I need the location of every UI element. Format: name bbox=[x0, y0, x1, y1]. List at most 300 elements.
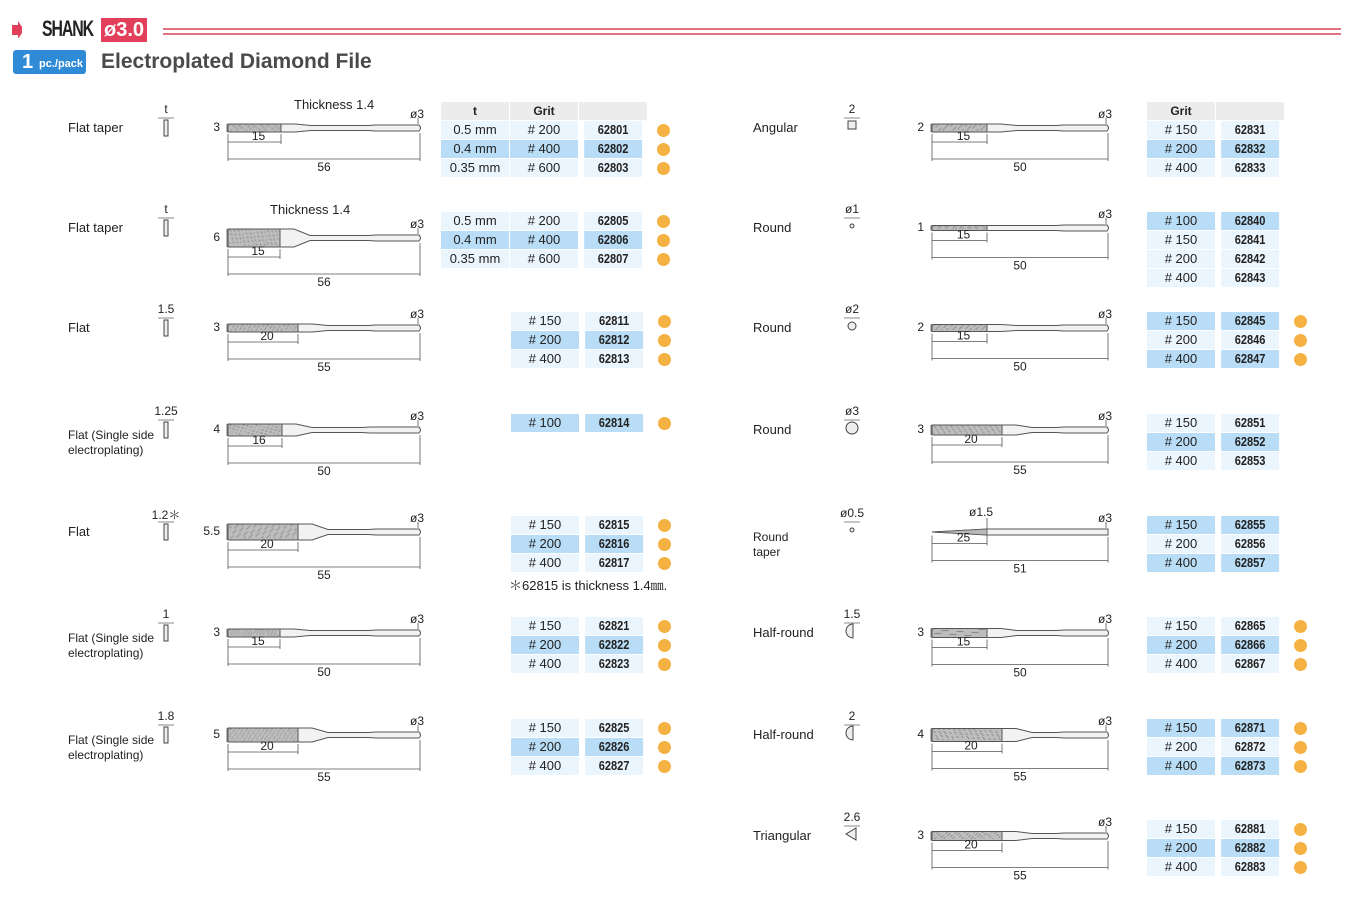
product-code: 62873 bbox=[1221, 757, 1280, 775]
coating-grain bbox=[938, 129, 939, 130]
product-code: 62803 bbox=[584, 159, 643, 177]
section-shape bbox=[164, 320, 168, 336]
coating-grain bbox=[277, 238, 278, 239]
table-row bbox=[1147, 331, 1285, 350]
coating-grain bbox=[251, 124, 252, 125]
coating-grain bbox=[230, 633, 231, 634]
coating-grain bbox=[259, 528, 260, 529]
coating-grain bbox=[262, 236, 263, 237]
coating-grain bbox=[244, 536, 245, 537]
coating-grain bbox=[937, 739, 938, 740]
tool-diagram bbox=[926, 402, 1116, 482]
coating-grain bbox=[248, 537, 249, 538]
grit-cell: # 400 bbox=[1147, 159, 1216, 177]
grit-cell: # 400 bbox=[510, 231, 579, 249]
coating-grain bbox=[264, 528, 265, 529]
coating-grain bbox=[976, 129, 977, 130]
coating-grain bbox=[288, 728, 289, 729]
coating-grain bbox=[247, 237, 248, 238]
header-rule bbox=[163, 28, 1341, 30]
coating-grain bbox=[998, 736, 999, 737]
coating-grain bbox=[940, 735, 941, 736]
coating-grain bbox=[265, 128, 266, 129]
coating-grain bbox=[996, 734, 997, 735]
coating-grain bbox=[967, 425, 968, 426]
section-symbol-label: ø3 bbox=[844, 404, 859, 418]
product-name: Flat (Single side bbox=[68, 631, 155, 645]
coating-grain bbox=[254, 735, 255, 736]
product-name: Flat (Single side bbox=[68, 428, 155, 442]
coating-grain bbox=[937, 430, 938, 431]
total-length: 55 bbox=[1013, 463, 1027, 477]
stock-dot-icon bbox=[1294, 658, 1307, 671]
coating-grain bbox=[936, 833, 937, 834]
coating-grain bbox=[953, 227, 954, 228]
stock-dot-icon bbox=[657, 143, 670, 156]
coating-grain bbox=[256, 231, 257, 232]
coating-grain bbox=[997, 735, 998, 736]
coating-grain bbox=[256, 328, 257, 329]
grit-cell: # 200 bbox=[511, 331, 580, 349]
coating-grain bbox=[273, 524, 274, 525]
coating-grain bbox=[946, 736, 947, 737]
coating-grain bbox=[248, 327, 249, 328]
coating-grain bbox=[949, 634, 950, 635]
coating-grain bbox=[236, 737, 237, 738]
coating-grain bbox=[935, 837, 936, 838]
shank-label: SHANK bbox=[42, 16, 93, 41]
tool-body bbox=[1002, 425, 1109, 435]
table-row bbox=[1147, 617, 1285, 636]
product-code: 62812 bbox=[585, 331, 644, 349]
coating-grain bbox=[245, 229, 246, 230]
table-row bbox=[1147, 140, 1285, 159]
coating-grain bbox=[258, 239, 259, 240]
product-code: 62852 bbox=[1221, 433, 1280, 451]
coating-grain bbox=[954, 327, 955, 328]
coating-grain bbox=[975, 226, 976, 227]
coating-grain bbox=[294, 737, 295, 738]
total-length: 56 bbox=[317, 275, 331, 289]
coating-grain bbox=[249, 326, 250, 327]
table-row bbox=[1147, 757, 1285, 776]
grit-cell: # 100 bbox=[1147, 212, 1216, 230]
coating-grain bbox=[243, 424, 244, 425]
stock-dot-icon bbox=[1294, 620, 1307, 633]
coating-grain bbox=[282, 531, 283, 532]
coating-grain bbox=[240, 127, 241, 128]
coating-grain bbox=[273, 124, 274, 125]
tool-diagram bbox=[222, 100, 428, 180]
table-row bbox=[1147, 350, 1285, 369]
coating-grain bbox=[243, 537, 244, 538]
coating-grain bbox=[265, 527, 266, 528]
coating-grain bbox=[951, 736, 952, 737]
table-row bbox=[1147, 433, 1285, 452]
shank-diameter: ø3 bbox=[1097, 207, 1113, 221]
stock-dot-icon bbox=[1294, 760, 1307, 773]
table-row bbox=[511, 554, 649, 573]
coating-grain bbox=[939, 227, 940, 228]
coating-grain bbox=[249, 128, 250, 129]
grit-cell: # 150 bbox=[511, 617, 580, 635]
coating-grain bbox=[286, 737, 287, 738]
section-symbol-label: 1.8 bbox=[157, 709, 175, 723]
tool-body bbox=[298, 524, 421, 540]
thickness-cell: 0.4 mm bbox=[441, 140, 510, 158]
coating-grain bbox=[258, 529, 259, 530]
table-row bbox=[1147, 250, 1285, 269]
coating-grain bbox=[240, 238, 241, 239]
coating-grain bbox=[955, 432, 956, 433]
coating-grain bbox=[257, 631, 258, 632]
product-code: 62855 bbox=[1221, 516, 1280, 534]
grit-cell: # 200 bbox=[1147, 738, 1216, 756]
coating-grain bbox=[247, 733, 248, 734]
coating-grain bbox=[935, 735, 936, 736]
coating-grain bbox=[959, 836, 960, 837]
coating-grain bbox=[939, 732, 940, 733]
coating-grain bbox=[263, 240, 264, 241]
section-shape bbox=[846, 828, 856, 840]
coating-grain bbox=[256, 424, 257, 425]
cross-section-icon bbox=[156, 418, 176, 440]
spec-table bbox=[441, 102, 648, 178]
coating-grain bbox=[957, 834, 958, 835]
coating-grain bbox=[229, 629, 230, 630]
coating-grain bbox=[236, 238, 237, 239]
coating-grain bbox=[962, 325, 963, 326]
coating-grain bbox=[266, 736, 267, 737]
coating-grain bbox=[945, 733, 946, 734]
product-code: 62853 bbox=[1221, 452, 1280, 470]
coating-grain bbox=[936, 738, 937, 739]
coating-grain bbox=[974, 427, 975, 428]
coating-grain bbox=[269, 534, 270, 535]
coating-grain bbox=[941, 428, 942, 429]
table-row bbox=[511, 350, 649, 369]
coating-grain bbox=[283, 527, 284, 528]
coating-grain bbox=[239, 733, 240, 734]
stock-dot-icon bbox=[657, 215, 670, 228]
coating-grain bbox=[275, 243, 276, 244]
coating-grain bbox=[246, 129, 247, 130]
coating-grain bbox=[956, 631, 957, 632]
coating-grain bbox=[939, 425, 940, 426]
product-code: 62856 bbox=[1221, 535, 1280, 553]
coating-grain bbox=[960, 431, 961, 432]
table-row bbox=[511, 738, 649, 757]
total-length: 50 bbox=[317, 665, 331, 679]
coating-grain bbox=[229, 524, 230, 525]
coating-grain bbox=[279, 735, 280, 736]
product-code: 62815 bbox=[585, 516, 644, 534]
coating-grain bbox=[955, 832, 956, 833]
grit-cell: # 150 bbox=[1147, 617, 1216, 635]
cross-section-icon bbox=[842, 621, 862, 643]
tool-diagram bbox=[222, 605, 428, 685]
coating-grain bbox=[983, 126, 984, 127]
coating-grain bbox=[976, 328, 977, 329]
coating-grain bbox=[991, 734, 992, 735]
spec-table bbox=[511, 414, 649, 433]
stock-dot-icon bbox=[658, 557, 671, 570]
table-row bbox=[1147, 452, 1285, 471]
coating-grain bbox=[261, 232, 262, 233]
coating-grain bbox=[261, 235, 262, 236]
shank-diameter: ø3 bbox=[409, 511, 425, 525]
tool-body bbox=[1002, 832, 1109, 841]
coating-grain bbox=[266, 526, 267, 527]
coating-grain bbox=[249, 525, 250, 526]
coating-grain bbox=[945, 833, 946, 834]
coating-grain bbox=[273, 634, 274, 635]
stock-dot-icon bbox=[658, 417, 671, 430]
coating-grain bbox=[293, 533, 294, 534]
coating-grain bbox=[235, 234, 236, 235]
coating-grain bbox=[258, 729, 259, 730]
coating-grain bbox=[990, 426, 991, 427]
product-code: 62801 bbox=[584, 121, 643, 139]
coating-grain bbox=[248, 632, 249, 633]
coating-grain bbox=[275, 630, 276, 631]
coating-grain bbox=[292, 537, 293, 538]
coating-grain bbox=[945, 735, 946, 736]
product-code: 62806 bbox=[584, 231, 643, 249]
coating-grain bbox=[276, 234, 277, 235]
stock-dot-icon bbox=[658, 353, 671, 366]
coating-grain bbox=[945, 325, 946, 326]
coating-grain bbox=[276, 125, 277, 126]
coating-grain bbox=[993, 738, 994, 739]
coating-grain bbox=[241, 729, 242, 730]
section-shape bbox=[164, 524, 168, 540]
coating-grain bbox=[973, 126, 974, 127]
coating-grain bbox=[238, 233, 239, 234]
coating-grain bbox=[981, 128, 982, 129]
cross-section-icon bbox=[842, 216, 862, 238]
tip-length: 20 bbox=[260, 739, 274, 753]
product-code: 62866 bbox=[1221, 636, 1280, 654]
coating-grain bbox=[938, 326, 939, 327]
coating-grain bbox=[241, 325, 242, 326]
coating-grain bbox=[243, 630, 244, 631]
coating-grain bbox=[243, 739, 244, 740]
coating-grain bbox=[235, 526, 236, 527]
coating-grain bbox=[242, 632, 243, 633]
coating-grain bbox=[236, 429, 237, 430]
pack-unit: pc./pack bbox=[39, 58, 84, 70]
coating-grain bbox=[266, 125, 267, 126]
coating-grain bbox=[278, 326, 279, 327]
tip-width: 2 bbox=[917, 320, 924, 334]
grit-cell: # 150 bbox=[511, 719, 580, 737]
coating-grain bbox=[257, 326, 258, 327]
tool-body bbox=[281, 124, 421, 132]
coating-grain bbox=[260, 732, 261, 733]
grit-cell: # 150 bbox=[511, 312, 580, 330]
coating-grain bbox=[254, 325, 255, 326]
coating-grain bbox=[243, 128, 244, 129]
coating-grain bbox=[954, 732, 955, 733]
coating-grain bbox=[966, 734, 967, 735]
coating-grain bbox=[982, 328, 983, 329]
coating-grain bbox=[268, 632, 269, 633]
coating-grain bbox=[247, 425, 248, 426]
total-length: 50 bbox=[1013, 258, 1027, 273]
table-row bbox=[511, 655, 649, 674]
coating-grain bbox=[970, 731, 971, 732]
coating-grain bbox=[944, 732, 945, 733]
coating-grain bbox=[951, 835, 952, 836]
coating-grain bbox=[934, 838, 935, 839]
coating-grain bbox=[273, 238, 274, 239]
coating-grain bbox=[235, 126, 236, 127]
coating-grain bbox=[277, 433, 278, 434]
total-length: 55 bbox=[317, 568, 331, 582]
table-row bbox=[441, 231, 648, 250]
coating-grain bbox=[287, 531, 288, 532]
coating-grain bbox=[275, 729, 276, 730]
coating-grain bbox=[254, 525, 255, 526]
coating-grain bbox=[979, 124, 980, 125]
coating-grain bbox=[970, 328, 971, 329]
grit-cell: # 400 bbox=[1147, 554, 1216, 572]
coating-grain bbox=[253, 232, 254, 233]
shank-diameter: ø3 bbox=[1097, 714, 1113, 728]
coating-grain bbox=[952, 838, 953, 839]
coating-grain bbox=[950, 733, 951, 734]
coating-grain bbox=[272, 525, 273, 526]
coating-grain bbox=[280, 533, 281, 534]
coating-grain bbox=[239, 328, 240, 329]
shank-arrow-icon bbox=[12, 18, 22, 38]
coating-grain bbox=[280, 536, 281, 537]
column-header: Grit bbox=[1147, 102, 1216, 120]
coating-grain bbox=[258, 325, 259, 326]
section-symbol-label: 2.6 bbox=[843, 810, 861, 824]
coating-grain bbox=[235, 328, 236, 329]
coating-grain bbox=[243, 534, 244, 535]
cross-section-icon bbox=[156, 116, 176, 138]
grit-cell: # 400 bbox=[1147, 452, 1216, 470]
coating-grain bbox=[948, 834, 949, 835]
coating-grain bbox=[988, 738, 989, 739]
tool-diagram bbox=[222, 402, 428, 482]
coating-grain bbox=[952, 739, 953, 740]
coating-grain bbox=[937, 124, 938, 125]
thickness-cell: 0.35 mm bbox=[441, 159, 510, 177]
coating-grain bbox=[234, 329, 235, 330]
total-length: 55 bbox=[317, 770, 331, 784]
coating-grain bbox=[258, 236, 259, 237]
tip-width: 3 bbox=[917, 625, 924, 639]
tool-body bbox=[987, 225, 1109, 231]
coating-grain bbox=[238, 629, 239, 630]
coating-grain bbox=[231, 234, 232, 235]
coating-grain bbox=[994, 833, 995, 834]
coating-grain bbox=[234, 527, 235, 528]
coating-grain bbox=[285, 525, 286, 526]
coating-grain bbox=[939, 834, 940, 835]
coating-grain bbox=[290, 731, 291, 732]
coating-grain bbox=[936, 736, 937, 737]
coating-grain bbox=[283, 736, 284, 737]
coating-grain bbox=[271, 243, 272, 244]
coating-grain bbox=[230, 329, 231, 330]
coating-grain bbox=[947, 737, 948, 738]
coating-grain bbox=[267, 324, 268, 325]
grit-cell: # 200 bbox=[511, 738, 580, 756]
coating-grain bbox=[986, 428, 987, 429]
thickness-note: Thickness 1.4 bbox=[270, 202, 351, 217]
coating-grain bbox=[964, 429, 965, 430]
coating-grain bbox=[278, 730, 279, 731]
table-row bbox=[1147, 839, 1285, 858]
coating-grain bbox=[234, 233, 235, 234]
coating-grain bbox=[989, 837, 990, 838]
coating-grain bbox=[233, 124, 234, 125]
section-symbol-label: ø2 bbox=[844, 302, 859, 316]
coating-grain bbox=[280, 728, 281, 729]
thickness-cell: 0.35 mm bbox=[441, 250, 510, 268]
coating-grain bbox=[936, 328, 937, 329]
coating-grain bbox=[975, 124, 976, 125]
coating-grain bbox=[980, 837, 981, 838]
grit-cell: # 400 bbox=[1147, 655, 1216, 673]
shank-diameter: ø3 bbox=[409, 107, 425, 121]
coating-grain bbox=[937, 226, 938, 227]
product-code: 62845 bbox=[1221, 312, 1280, 330]
total-length: 55 bbox=[1013, 868, 1027, 883]
coating-grain bbox=[263, 426, 264, 427]
coating-grain bbox=[274, 129, 275, 130]
coating-grain bbox=[246, 324, 247, 325]
coating-grain bbox=[953, 837, 954, 838]
product-name: Triangular bbox=[753, 828, 812, 843]
coating-grain bbox=[982, 737, 983, 738]
total-length: 55 bbox=[1013, 769, 1027, 784]
coating-grain bbox=[262, 429, 263, 430]
coating-grain bbox=[987, 430, 988, 431]
coating-grain bbox=[269, 235, 270, 236]
table-row bbox=[1147, 636, 1285, 655]
coating-grain bbox=[272, 425, 273, 426]
coating-grain bbox=[279, 325, 280, 326]
coating-grain bbox=[982, 431, 983, 432]
cross-section-icon bbox=[842, 316, 862, 338]
coating-grain bbox=[270, 634, 271, 635]
coating-grain bbox=[958, 428, 959, 429]
coating-grain bbox=[959, 430, 960, 431]
tool-body bbox=[280, 229, 421, 247]
coating-grain bbox=[968, 729, 969, 730]
coating-grain bbox=[283, 530, 284, 531]
coating-grain bbox=[284, 734, 285, 735]
coating-grain bbox=[259, 425, 260, 426]
thickness-note: Thickness 1.4 bbox=[294, 97, 375, 112]
coating-grain bbox=[967, 833, 968, 834]
coating-grain bbox=[238, 426, 239, 427]
coating-grain bbox=[990, 731, 991, 732]
coating-grain bbox=[981, 836, 982, 837]
coating-grain bbox=[245, 428, 246, 429]
coating-grain bbox=[247, 126, 248, 127]
coating-grain bbox=[971, 734, 972, 735]
coating-grain bbox=[962, 426, 963, 427]
coating-grain bbox=[933, 729, 934, 730]
product-name: Flat taper bbox=[68, 120, 123, 135]
